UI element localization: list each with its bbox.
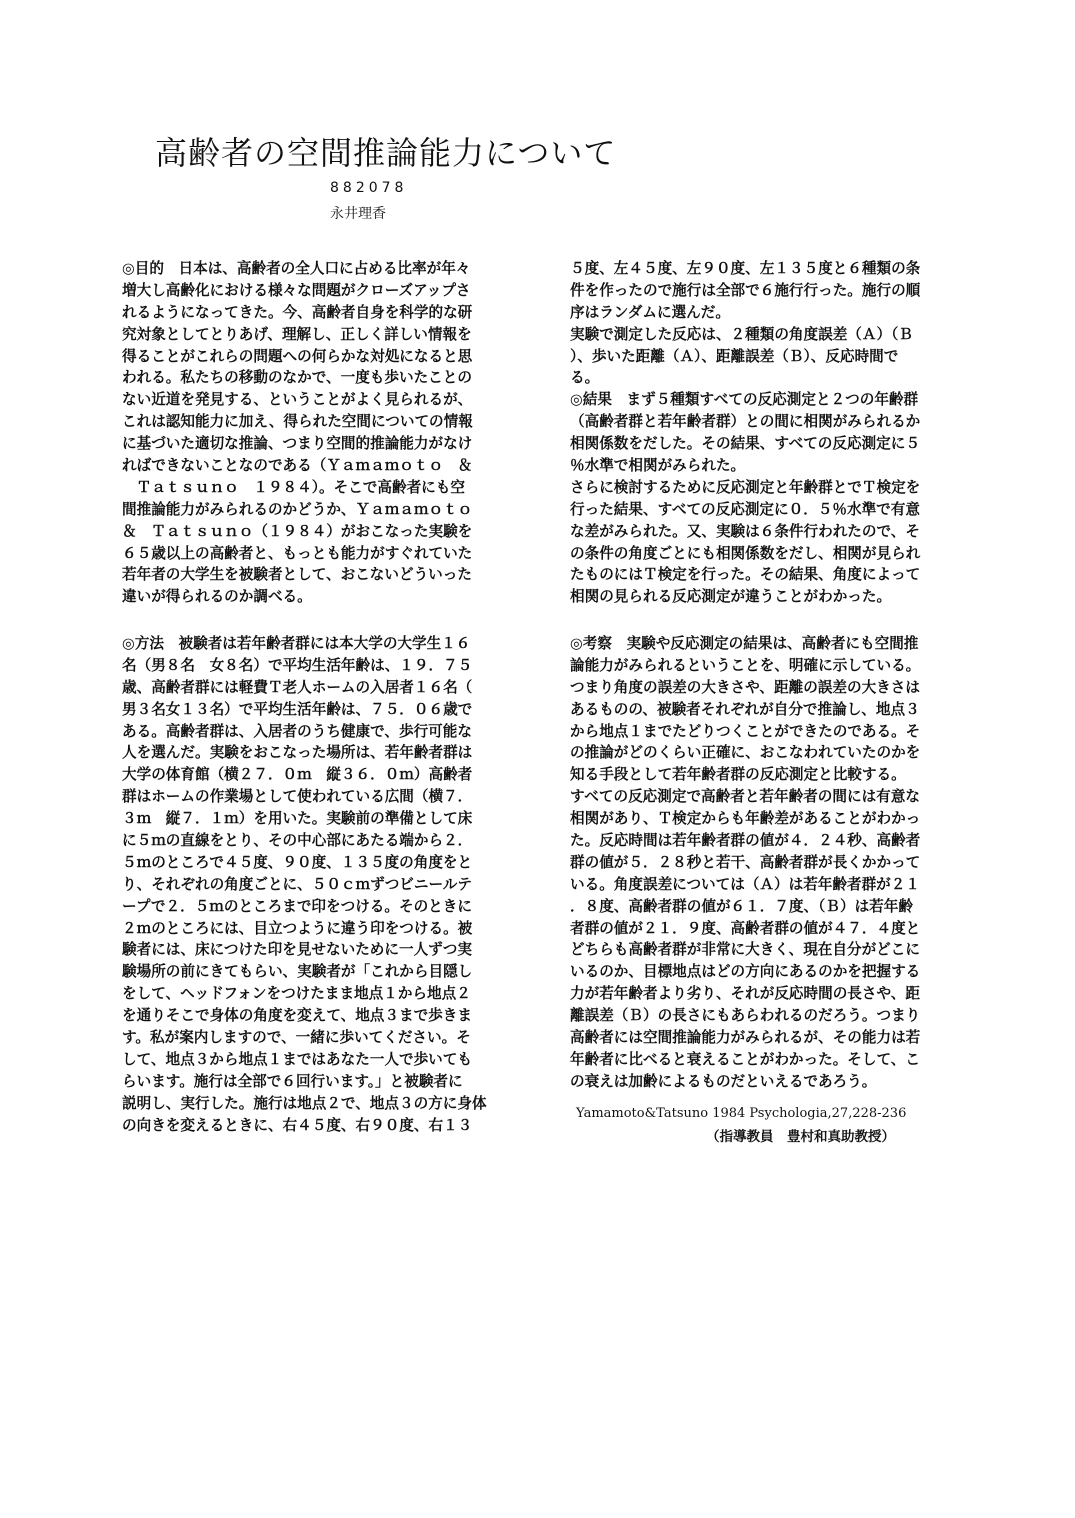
text-line: の推論がどのくらい正確に、おこなわれていたのかを: [570, 744, 921, 762]
text-line: ．８度、高齢者群の値が６１．７度、（Ｂ）は若年齢: [570, 897, 913, 915]
text-line: に５ｍの直線をとり、その中心部にあたる端から２．: [122, 832, 473, 850]
text-line: れるようになってきた。今、高齢者自身を科学的な研: [122, 303, 473, 321]
text-line: Ｔａｔｓｕｎｏ １９８４）。そこで高齢者にも空: [122, 478, 465, 496]
text-line: の条件の角度ごとにも相関係数をだし、相関が見られ: [570, 544, 921, 562]
text-line: さらに検討するために反応測定と年齢群とでＴ検定を: [570, 478, 921, 496]
text-line: 験場所の前にきてもらい、実験者が「これから目隠し: [122, 963, 473, 981]
text-line: 相関係数をだした。その結果、すべての反応測定に５: [570, 435, 920, 453]
text-line: 者群の値が２１．９度、高齢者群の値が４７．４度と: [570, 919, 921, 937]
text-line: （高齢者群と若年齢者群）との間に相関がみられるか: [570, 413, 921, 431]
text-line: 人を選んだ。実験をおこなった場所は、若年齢者群は: [122, 744, 473, 762]
text-line: 論能力がみられるということを、明確に示している。: [570, 656, 921, 674]
text-line: して、地点３から地点１まではあなた一人で歩いても: [122, 1050, 472, 1068]
text-line: ない近道を発見する、ということがよく見られるが、: [122, 391, 473, 409]
text-line: ◎方法 被験者は若年齢者群には本大学の大学生１６: [122, 635, 471, 652]
text-line: たものにはＴ検定を行った。その結果、角度によって: [570, 566, 921, 584]
text-line: から地点１までたどりつくことができたのである。そ: [570, 722, 921, 740]
text-line: ＆ Ｔａｔｓｕｎｏ（１９８４）がおこなった実験を: [122, 522, 473, 540]
text-line: いる。角度誤差については（Ａ）は若年齢者群が２１: [570, 875, 920, 893]
section-method-continued-and-results: [570, 258, 945, 608]
paper-title: 高齢者の空間推論能力について: [155, 134, 617, 172]
text-line: の衰えは加齢によるものだといえるであろう。: [570, 1072, 877, 1090]
text-line: 若年者の大学生を被験者として、おこないどういった: [122, 566, 472, 584]
text-line: ５ｍのところで４５度、９０度、１３５度の角度をと: [122, 853, 473, 871]
text-line: 群はホームの作業場として使われている広間（横７．: [122, 788, 473, 806]
text-line: 増大し高齢化における様々な問題がクローズアップさ: [122, 281, 471, 299]
section-method: [122, 633, 497, 1136]
advisor-credit: （指導教員 豊村和真助教授）: [706, 1129, 895, 1145]
text-line: の向きを変えるときに、右４５度、右９０度、右１３: [122, 1116, 473, 1134]
text-line: 大学の体育館（横２７．０ｍ 縦３６．０ｍ）高齢者: [122, 766, 473, 784]
text-line: いるのか、目標地点はどの方向にあるのかを把握する: [570, 963, 921, 981]
text-line: 相関があり、Ｔ検定からも年齢差があることがわかっ: [570, 810, 921, 828]
text-line: り、それぞれの角度ごとに、５０ｃｍずつビニールテ: [122, 875, 472, 893]
text-line: 名（男８名 女８名）で平均生活年齢は、１９．７５: [122, 656, 473, 674]
student-id: 882078: [330, 180, 408, 196]
text-line: 実験で測定した反応は、２種類の角度誤差（Ａ）（Ｂ: [570, 325, 913, 343]
text-line: ある。高齢者群は、入居者のうち健康で、歩行可能な: [122, 722, 472, 740]
text-line: 験者には、床につけた印を見せないために一人ずつ実: [122, 941, 472, 959]
text-line: 歳、高齢者群には軽費Ｔ老人ホームの入居者１６名（: [122, 678, 473, 696]
text-line: すべての反応測定で高齢者と若年齢者の間には有意な: [570, 788, 920, 806]
text-line: 力が若年齢者より劣り、それが反応時間の長さや、距: [570, 985, 920, 1003]
text-line: 序はランダムに選んだ。: [570, 303, 730, 321]
text-line: をして、ヘッドフォンをつけたまま地点１から地点２: [122, 985, 471, 1003]
text-line: ３ｍ 縦７．１ｍ）を用いた。実験前の準備として床: [122, 810, 473, 828]
reference-citation: Yamamoto&Tatsuno 1984 Psychologia,27,228-236: [576, 1106, 907, 1121]
text-line: 得ることがこれらの問題への何らかな対処になると思: [122, 347, 473, 365]
text-line: す。私が案内しますので、一緒に歩いてください。そ: [122, 1029, 471, 1047]
text-line: に基づいた適切な推論、つまり空間的推論能力がなけ: [122, 435, 473, 453]
text-line: ）、歩いた距離（Ａ）、距離誤差（Ｂ）、反応時間で: [570, 347, 899, 365]
text-line: 違いが得られるのか調べる。: [122, 588, 312, 606]
text-line: 行った結果、すべての反応測定に０．５％水準で有意: [570, 500, 920, 518]
text-line: ◎考察 実験や反応測定の結果は、高齢者にも空間推: [570, 635, 919, 652]
section-discussion: [570, 633, 945, 1093]
text-line: 説明し、実行した。施行は地点２で、地点３の方に身体: [122, 1094, 487, 1112]
text-line: ２ｍのところには、目立つように違う印をつける。被: [122, 919, 473, 937]
text-line: 離誤差（Ｂ）の長さにもあらわれるのだろう。つまり: [570, 1007, 921, 1025]
text-line: た。反応時間は若年齢者群の値が４．２４秒、高齢者: [570, 832, 921, 850]
text-line: これは認知能力に加え、得られた空間についての情報: [122, 413, 473, 431]
text-line: な差がみられた。又、実験は６条件行われたので、そ: [570, 522, 920, 540]
text-line: ればできないことなのである（Ｙａｍａｍｏｔｏ ＆: [122, 457, 473, 475]
text-line: ６５歳以上の高齢者と、もっとも能力がすぐれていた: [122, 544, 473, 562]
text-line: 男３名女１３名）で平均生活年齢は、７５．０６歳で: [122, 700, 473, 718]
text-line: 間推論能力がみられるのかどうか、Ｙａｍａｍｏｔｏ: [122, 500, 473, 518]
text-line: ％水準で相関がみられた。: [570, 457, 746, 475]
text-line: つまり角度の誤差の大きさや、距離の誤差の大きさは: [570, 678, 920, 696]
text-line: ◎目的 日本は、高齢者の全人口に占める比率が年々: [122, 260, 471, 277]
text-line: 知る手段として若年齢者群の反応測定と比較する。: [570, 766, 906, 784]
text-line: ５度、左４５度、左９０度、左１３５度と６種類の条: [570, 260, 921, 277]
text-line: われる。私たちの移動のなかで、一度も歩いたことの: [122, 369, 472, 387]
text-line: 年齢者に比べると衰えることがわかった。そして、こ: [570, 1050, 920, 1068]
text-line: ープで２．５ｍのところまで印をつける。そのときに: [122, 897, 472, 915]
text-line: らいます。施行は全部で６回行います。」と被験者に: [122, 1072, 463, 1090]
text-line: 群の値が５．２８秒と若干、高齢者群が長くかかって: [570, 853, 921, 871]
text-line: 相関の見られる反応測定が違うことがわかった。: [570, 588, 892, 606]
text-line: る。: [570, 369, 600, 387]
text-line: どちらも高齢者群が非常に大きく、現在自分がどこに: [570, 941, 920, 959]
text-line: 究対象としてとりあげ、理解し、正しく詳しい情報を: [122, 325, 472, 343]
text-line: あるものの、被験者それぞれが自分で推論し、地点３: [570, 700, 920, 718]
author-name: 永井理香: [330, 206, 386, 222]
text-line: 件を作ったので施行は全部で６施行行った。施行の順: [570, 281, 921, 299]
text-line: 高齢者には空間推論能力がみられるが、その能力は若: [570, 1029, 921, 1047]
text-line: を通りそこで身体の角度を変えて、地点３まで歩きま: [122, 1007, 472, 1025]
text-line: ◎結果 まず５種類すべての反応測定と２つの年齢群: [570, 391, 919, 409]
section-purpose: [122, 258, 497, 608]
